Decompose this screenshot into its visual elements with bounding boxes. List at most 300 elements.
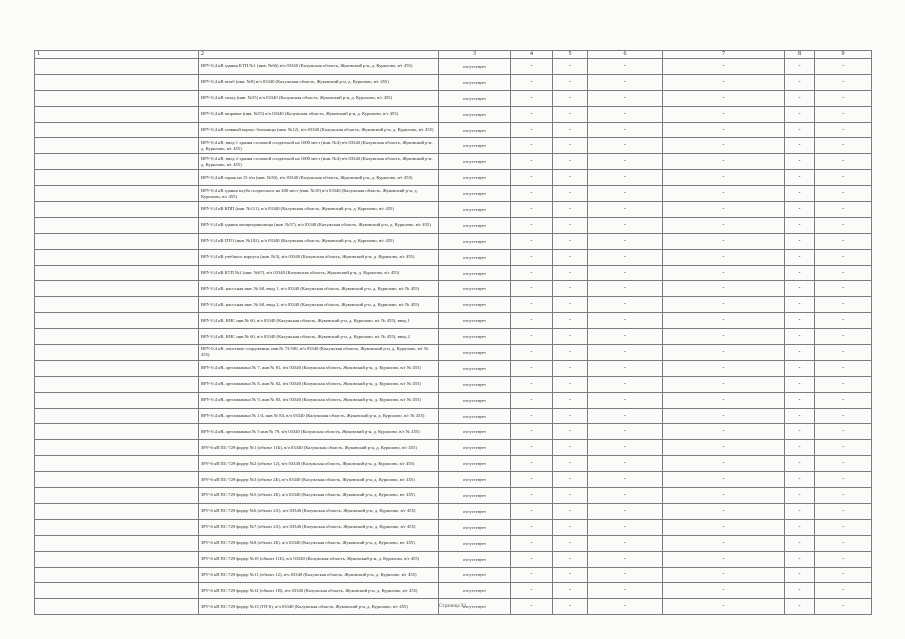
row-number-cell (35, 249, 199, 265)
dash-cell: - (815, 392, 872, 408)
dash-cell: - (663, 567, 785, 583)
dash-cell: - (588, 503, 663, 519)
dash-cell: - (511, 551, 553, 567)
status-cell: отсутствует (439, 154, 511, 170)
status-cell: отсутствует (439, 233, 511, 249)
dash-cell: - (815, 472, 872, 488)
row-number-cell (35, 233, 199, 249)
table-row (35, 217, 872, 233)
dash-cell: - (785, 376, 815, 392)
row-number-cell (35, 567, 199, 583)
dash-cell: - (663, 313, 785, 329)
dash-cell: - (663, 249, 785, 265)
dash-cell: - (815, 297, 872, 313)
dash-cell: - (663, 202, 785, 218)
dash-cell: - (815, 551, 872, 567)
status-cell: отсутствует (439, 392, 511, 408)
status-cell: отсутствует (439, 503, 511, 519)
object-description: ВРУ-0,4 кВ учебного корпуса (инв. №3), в/ч 03340 (Калужская область, Жуковский р-н, д. Курилово, в/г 455) (199, 249, 439, 265)
row-number-cell (35, 281, 199, 297)
dash-cell: - (553, 122, 588, 138)
object-description: ВРУ-0,4 кВ КПП (инв. №111), в/ч 03340 (Калужская область, Жуковский р-н, д. Курилово, в/г 455) (199, 202, 439, 218)
row-number-cell (35, 202, 199, 218)
dash-cell: - (511, 599, 553, 615)
dash-cell: - (553, 59, 588, 75)
dash-cell: - (588, 202, 663, 218)
dash-cell: - (588, 297, 663, 313)
dash-cell: - (588, 376, 663, 392)
row-number-cell (35, 456, 199, 472)
dash-cell: - (553, 217, 588, 233)
dash-cell: - (785, 202, 815, 218)
dash-cell: - (785, 408, 815, 424)
dash-cell: - (663, 122, 785, 138)
dash-cell: - (815, 567, 872, 583)
dash-cell: - (663, 297, 785, 313)
dash-cell: - (785, 106, 815, 122)
dash-cell: - (553, 519, 588, 535)
dash-cell: - (663, 424, 785, 440)
dash-cell: - (553, 233, 588, 249)
dash-cell: - (663, 138, 785, 154)
dash-cell: - (663, 583, 785, 599)
dash-cell: - (588, 472, 663, 488)
table-row (35, 59, 872, 75)
dash-cell: - (553, 440, 588, 456)
status-cell: отсутствует (439, 535, 511, 551)
dash-cell: - (785, 313, 815, 329)
status-cell: отсутствует (439, 281, 511, 297)
table-row (35, 488, 872, 504)
row-number-cell (35, 376, 199, 392)
dash-cell: - (511, 313, 553, 329)
dash-cell: - (785, 424, 815, 440)
dash-cell: - (553, 599, 588, 615)
object-description: ВРУ-0,4 кВ склад (инв. №55) в/ч 03340 (Калужская область, Жуковский р-н, д. Курилово, в/г 455) (199, 90, 439, 106)
status-cell: отсутствует (439, 249, 511, 265)
dash-cell: - (815, 345, 872, 361)
dash-cell: - (553, 360, 588, 376)
dash-cell: - (663, 408, 785, 424)
row-number-cell (35, 170, 199, 186)
dash-cell: - (785, 345, 815, 361)
dash-cell: - (785, 217, 815, 233)
object-description: ВРУ-0,4 кВ штаб (инв. №8) в/ч 03340 (Калужская область, Жуковский р-н, д. Курилово, в/г 455) (199, 74, 439, 90)
dash-cell: - (553, 154, 588, 170)
dash-cell: - (553, 345, 588, 361)
dash-cell: - (588, 488, 663, 504)
dash-cell: - (588, 106, 663, 122)
row-number-cell (35, 472, 199, 488)
dash-cell: - (553, 472, 588, 488)
col-header-2: 2 (199, 51, 439, 59)
object-description: ЗРУ-6 кВ ПС-729 фидер №10 (объект 11Б), в/ч 03340 (Калужская область, Жуковский р-н, д. Курилово, в/г 455) (199, 551, 439, 567)
dash-cell: - (663, 345, 785, 361)
dash-cell: - (663, 90, 785, 106)
object-description: ЗРУ-6 кВ ПС-729 фидер №13 (ТП-6), в/ч 03340 (Калужская область, Жуковский р-н, д. Курилово, в/г 455) (199, 599, 439, 615)
dash-cell: - (815, 233, 872, 249)
object-description: ВРУ-0,4 кВ здания овощехранилища (инв. №57), в/ч 03340 (Калужская область, Жуковский р-н, д. Курилово, в/г 455) (199, 217, 439, 233)
dash-cell: - (785, 59, 815, 75)
dash-cell: - (815, 170, 872, 186)
dash-cell: - (588, 583, 663, 599)
status-cell: отсутствует (439, 106, 511, 122)
object-description: ВРУ-0,4 кВ здания КТП №1 (инв. №66) в/ч 03340 (Калужская область, Жуковский р-н, д. Курилово, в/г 455) (199, 59, 439, 75)
dash-cell: - (785, 186, 815, 202)
dash-cell: - (663, 488, 785, 504)
object-description: ЗРУ-6 кВ ПС-729 фидер №7 (объект 2А), в/ч 03340 (Калужская область, Жуковский р-н, д. Курилово, в/г 455) (199, 519, 439, 535)
register-table (34, 50, 872, 615)
col-header-9: 9 (815, 51, 872, 59)
dash-cell: - (815, 138, 872, 154)
dash-cell: - (553, 424, 588, 440)
dash-cell: - (511, 360, 553, 376)
dash-cell: - (553, 567, 588, 583)
row-number-cell (35, 535, 199, 551)
dash-cell: - (588, 249, 663, 265)
table-row (35, 583, 872, 599)
dash-cell: - (511, 249, 553, 265)
dash-cell: - (815, 122, 872, 138)
table-row (35, 360, 872, 376)
row-number-cell (35, 488, 199, 504)
table-row (35, 345, 872, 361)
dash-cell: - (588, 567, 663, 583)
object-description: ЗРУ-6 кВ ПС-729 фидер №2 (объект 12), в/ч 03340 (Калужская область, Жуковский р-н, д. Курилово, в/г 455) (199, 456, 439, 472)
dash-cell: - (588, 551, 663, 567)
dash-cell: - (815, 360, 872, 376)
table-row (35, 456, 872, 472)
object-description: ЗРУ-6 кВ ПС-729 фидер №3 (объект 2Б), в/ч 03340 (Калужская область, Жуковский р-н, д. Курилово, в/г 455) (199, 472, 439, 488)
dash-cell: - (785, 249, 815, 265)
table-row (35, 551, 872, 567)
dash-cell: - (663, 392, 785, 408)
dash-cell: - (815, 535, 872, 551)
dash-cell: - (588, 535, 663, 551)
table-row (35, 249, 872, 265)
dash-cell: - (785, 74, 815, 90)
status-cell: отсутствует (439, 297, 511, 313)
dash-cell: - (588, 74, 663, 90)
dash-cell: - (663, 599, 785, 615)
dash-cell: - (785, 281, 815, 297)
dash-cell: - (553, 329, 588, 345)
dash-cell: - (588, 186, 663, 202)
dash-cell: - (815, 329, 872, 345)
dash-cell: - (588, 329, 663, 345)
dash-cell: - (588, 265, 663, 281)
dash-cell: - (785, 456, 815, 472)
status-cell: отсутствует (439, 345, 511, 361)
dash-cell: - (663, 472, 785, 488)
row-number-cell (35, 313, 199, 329)
dash-cell: - (511, 519, 553, 535)
status-cell: отсутствует (439, 599, 511, 615)
dash-cell: - (815, 519, 872, 535)
object-description: ЗРУ-6 кВ ПС-729 фидер №1 (объект 11Б), в/ч 03340 (Калужская область, Жуковский р-н, д. Курилово, в/г 455) (199, 440, 439, 456)
dash-cell: - (785, 265, 815, 281)
dash-cell: - (785, 392, 815, 408)
table-row (35, 186, 872, 202)
dash-cell: - (511, 376, 553, 392)
row-number-cell (35, 106, 199, 122)
dash-cell: - (815, 583, 872, 599)
dash-cell: - (588, 456, 663, 472)
status-cell: отсутствует (439, 74, 511, 90)
dash-cell: - (511, 74, 553, 90)
dash-cell: - (553, 535, 588, 551)
dash-cell: - (553, 376, 588, 392)
dash-cell: - (511, 440, 553, 456)
row-number-cell (35, 90, 199, 106)
dash-cell: - (663, 186, 785, 202)
dash-cell: - (663, 440, 785, 456)
dash-cell: - (588, 138, 663, 154)
status-cell: отсутствует (439, 170, 511, 186)
dash-cell: - (511, 583, 553, 599)
dash-cell: - (511, 345, 553, 361)
row-number-cell (35, 74, 199, 90)
dash-cell: - (511, 488, 553, 504)
table-row (35, 138, 872, 154)
row-number-cell (35, 154, 199, 170)
row-number-cell (35, 360, 199, 376)
dash-cell: - (511, 392, 553, 408)
row-number-cell (35, 217, 199, 233)
table-row (35, 424, 872, 440)
dash-cell: - (588, 154, 663, 170)
dash-cell: - (553, 265, 588, 281)
table-row (35, 567, 872, 583)
dash-cell: - (663, 376, 785, 392)
dash-cell: - (553, 408, 588, 424)
table-row (35, 376, 872, 392)
dash-cell: - (785, 503, 815, 519)
dash-cell: - (785, 138, 815, 154)
table-row (35, 106, 872, 122)
dash-cell: - (663, 265, 785, 281)
dash-cell: - (588, 170, 663, 186)
table-row (35, 265, 872, 281)
dash-cell: - (588, 519, 663, 535)
dash-cell: - (588, 90, 663, 106)
row-number-cell (35, 424, 199, 440)
dash-cell: - (663, 170, 785, 186)
dash-cell: - (511, 106, 553, 122)
col-header-8: 8 (785, 51, 815, 59)
dash-cell: - (785, 170, 815, 186)
row-number-cell (35, 583, 199, 599)
dash-cell: - (553, 488, 588, 504)
dash-cell: - (511, 297, 553, 313)
row-number-cell (35, 59, 199, 75)
dash-cell: - (815, 154, 872, 170)
object-description: ВРУ-0,4 кВ заправка (инв. №55) в/ч 03340 (Калужская область, Жуковский р-н, д. Курилово, в/г 455) (199, 106, 439, 122)
dash-cell: - (815, 217, 872, 233)
dash-cell: - (511, 281, 553, 297)
table-row (35, 408, 872, 424)
object-description: ВРУ-0,4 кВ, очистные сооружения, инв.№ 73/100, в/ч 03340 (Калужская область, Жуковский р-н, д. Курилово, в/г № 455) (199, 345, 439, 361)
dash-cell: - (663, 329, 785, 345)
dash-cell: - (815, 408, 872, 424)
row-number-cell (35, 265, 199, 281)
dash-cell: - (815, 599, 872, 615)
dash-cell: - (553, 392, 588, 408)
dash-cell: - (785, 599, 815, 615)
status-cell: отсутствует (439, 360, 511, 376)
table-row (35, 233, 872, 249)
page-number: Страница 93 (439, 604, 466, 609)
dash-cell: - (588, 424, 663, 440)
dash-cell: - (588, 59, 663, 75)
dash-cell: - (553, 170, 588, 186)
table-row (35, 392, 872, 408)
object-description: ВРУ-0,4 кВ ПТО (инв. №102), в/ч 03340 (Калужская область, Жуковский р-н, д. Курилово, в/г 455) (199, 233, 439, 249)
dash-cell: - (815, 281, 872, 297)
dash-cell: - (663, 519, 785, 535)
row-number-cell (35, 345, 199, 361)
dash-cell: - (511, 408, 553, 424)
object-description: ЗРУ-6 кВ ПС-729 фидер №11 (объект 12), в/ч 03340 (Калужская область, Жуковский р-н, д. Курилово, в/г 455) (199, 567, 439, 583)
dash-cell: - (553, 249, 588, 265)
header-row (35, 51, 872, 59)
dash-cell: - (511, 217, 553, 233)
status-cell: отсутствует (439, 488, 511, 504)
table-row (35, 472, 872, 488)
dash-cell: - (815, 59, 872, 75)
dash-cell: - (785, 472, 815, 488)
table-row (35, 440, 872, 456)
col-header-3: 3 (439, 51, 511, 59)
status-cell: отсутствует (439, 265, 511, 281)
dash-cell: - (511, 472, 553, 488)
dash-cell: - (553, 281, 588, 297)
status-cell: отсутствует (439, 138, 511, 154)
status-cell: отсутствует (439, 122, 511, 138)
object-description: ВРУ-0,4 кВ главный корпус больницы (инв. №12), в/ч 03340 (Калужская область, Жуковский р-н, д. Курилово, в/г 455) (199, 122, 439, 138)
dash-cell: - (815, 106, 872, 122)
status-cell: отсутствует (439, 202, 511, 218)
dash-cell: - (553, 583, 588, 599)
dash-cell: - (663, 456, 785, 472)
object-description: ЗРУ-6 кВ ПС-729 фидер №5 (объект 2Б), в/ч 03340 (Калужская область, Жуковский р-н, д. Курилово, в/г 455) (199, 488, 439, 504)
table-row (35, 313, 872, 329)
dash-cell: - (511, 233, 553, 249)
table-row (35, 329, 872, 345)
status-cell: отсутствует (439, 583, 511, 599)
dash-cell: - (815, 90, 872, 106)
dash-cell: - (553, 202, 588, 218)
table-row (35, 154, 872, 170)
dash-cell: - (785, 90, 815, 106)
dash-cell: - (785, 583, 815, 599)
dash-cell: - (588, 392, 663, 408)
dash-cell: - (785, 567, 815, 583)
dash-cell: - (815, 424, 872, 440)
dash-cell: - (511, 567, 553, 583)
table-row (35, 202, 872, 218)
dash-cell: - (663, 551, 785, 567)
status-cell: отсутствует (439, 440, 511, 456)
dash-cell: - (785, 233, 815, 249)
dash-cell: - (588, 599, 663, 615)
col-header-1: 1 (35, 51, 199, 59)
status-cell: отсутствует (439, 329, 511, 345)
object-description: ВРУ-0,4 кВ гараж на 15 а/м (инв. №50), в/ч 03340 (Калужская область, Жуковский р-н, д. Курилово, в/г 455) (199, 170, 439, 186)
row-number-cell (35, 440, 199, 456)
dash-cell: - (815, 456, 872, 472)
status-cell: отсутствует (439, 59, 511, 75)
dash-cell: - (553, 74, 588, 90)
dash-cell: - (785, 122, 815, 138)
dash-cell: - (553, 186, 588, 202)
status-cell: отсутствует (439, 567, 511, 583)
status-cell: отсутствует (439, 551, 511, 567)
object-description: ЗРУ-6 кВ ПС-729 фидер №8 (объект 2Б), в/ч 03340 (Калужская область, Жуковский р-н, д. Курилово, в/г 455) (199, 535, 439, 551)
dash-cell: - (663, 106, 785, 122)
dash-cell: - (815, 440, 872, 456)
dash-cell: - (553, 551, 588, 567)
status-cell: отсутствует (439, 90, 511, 106)
dash-cell: - (588, 313, 663, 329)
dash-cell: - (588, 440, 663, 456)
row-number-cell (35, 503, 199, 519)
dash-cell: - (588, 408, 663, 424)
status-cell: отсутствует (439, 424, 511, 440)
table-row (35, 281, 872, 297)
dash-cell: - (588, 281, 663, 297)
row-number-cell (35, 122, 199, 138)
status-cell: отсутствует (439, 456, 511, 472)
dash-cell: - (815, 202, 872, 218)
status-cell: отсутствует (439, 519, 511, 535)
dash-cell: - (511, 122, 553, 138)
dash-cell: - (663, 503, 785, 519)
dash-cell: - (511, 202, 553, 218)
object-description: ВРУ-0,4 кВ, артскважина № 9, инв № 83, в/ч 03340 (Калужская область, Жуковский р-н, д. Курилово, в/г № 455) (199, 392, 439, 408)
object-description: ВРУ-0,4 кВ, ввод 2 здания столовой солдатской на 1000 мест (инв. №4) в/ч 03340 (Калужская область, Жуковский р-н, д. Курилово, в/г 455) (199, 154, 439, 170)
dash-cell: - (588, 360, 663, 376)
dash-cell: - (588, 233, 663, 249)
row-number-cell (35, 392, 199, 408)
dash-cell: - (815, 313, 872, 329)
object-description: ВРУ-0,4 кВ, КНС инв.№ 60, в/ч 03340 (Калужская область, Жуковский р-н, д. Курилово, в/г № 455), ввод 1 (199, 313, 439, 329)
object-description: ВРУ-0,4 кВ, артскважина № 1/4, инв № 84, в/ч 03340 (Калужская область, Жуковский р-н, д. Курилово, в/г № 455) (199, 408, 439, 424)
dash-cell: - (815, 376, 872, 392)
dash-cell: - (785, 154, 815, 170)
table-row (35, 122, 872, 138)
dash-cell: - (785, 329, 815, 345)
dash-cell: - (511, 265, 553, 281)
object-description: ВРУ-0,4 кВ, артскважина № 7, инв № 81, в/ч 03340 (Калужская область, Жуковский р-н, д. Курилово, в/г № 455) (199, 360, 439, 376)
dash-cell: - (663, 154, 785, 170)
dash-cell: - (553, 90, 588, 106)
status-cell: отсутствует (439, 376, 511, 392)
status-cell: отсутствует (439, 186, 511, 202)
dash-cell: - (815, 265, 872, 281)
dash-cell: - (553, 106, 588, 122)
dash-cell: - (815, 488, 872, 504)
dash-cell: - (511, 138, 553, 154)
dash-cell: - (553, 313, 588, 329)
object-description: ЗРУ-6 кВ ПС-729 фидер №6 (объект 2А), в/ч 03340 (Калужская область, Жуковский р-н, д. Курилово, в/г 455) (199, 503, 439, 519)
col-header-6: 6 (588, 51, 663, 59)
dash-cell: - (663, 281, 785, 297)
row-number-cell (35, 138, 199, 154)
dash-cell: - (815, 503, 872, 519)
table-row (35, 503, 872, 519)
dash-cell: - (588, 345, 663, 361)
